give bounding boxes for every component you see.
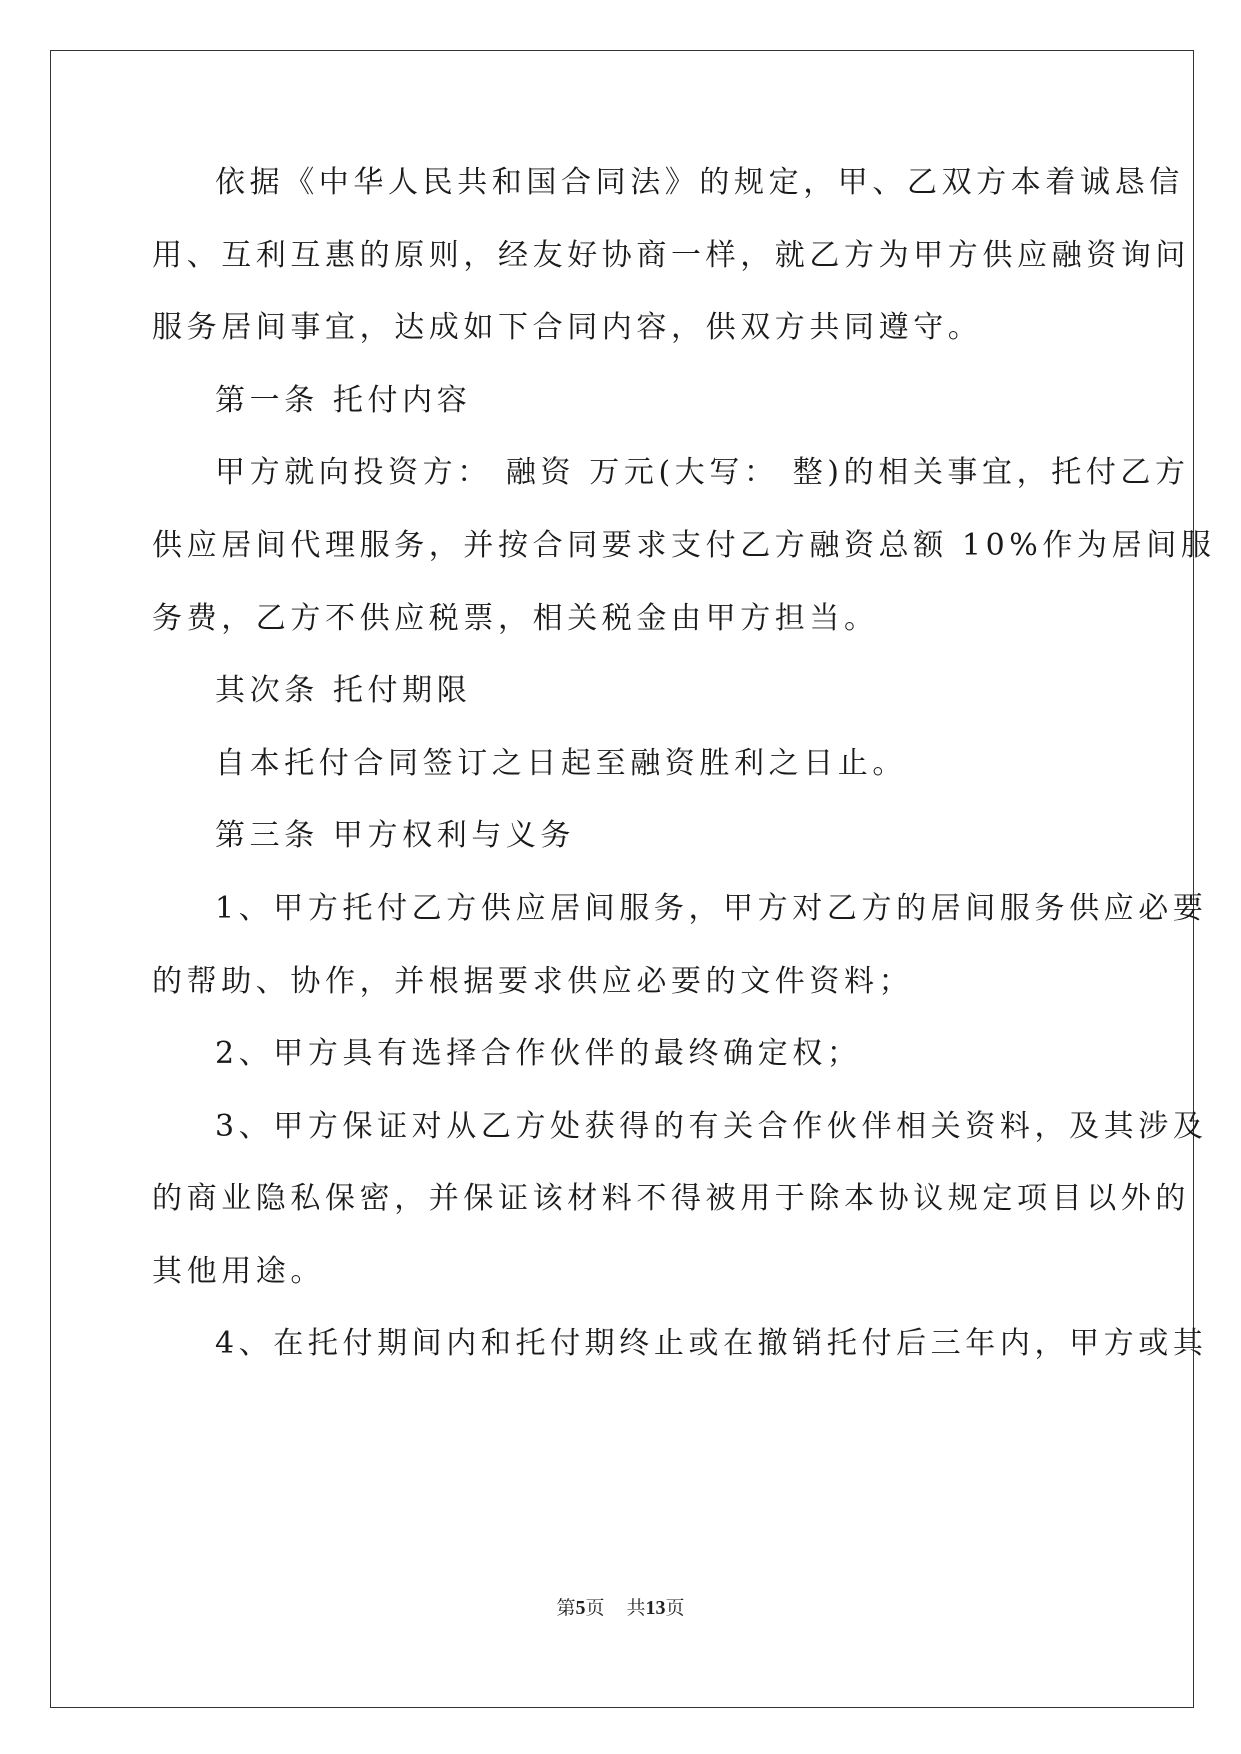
paragraph-line: 依据《中华人民共和国合同法》的规定，甲、乙双方本着诚恳信 (215, 165, 1184, 200)
paragraph-line: 务费，乙方不供应税票，相关税金由甲方担当。 (152, 601, 879, 636)
paragraph-line: 3、甲方保证对从乙方处获得的有关合作伙伴相关资料，及其涉及 (215, 1109, 1208, 1144)
paragraph-line: 的帮助、协作，并根据要求供应必要的文件资料； (152, 964, 914, 999)
paragraph-line: 服务居间事宜，达成如下合同内容，供双方共同遵守。 (152, 310, 983, 345)
total-pages: 13 (645, 1597, 666, 1619)
section-heading: 第三条 甲方权利与义务 (215, 818, 576, 853)
paragraph-line: 用、互利互惠的原则，经友好协商一样，就乙方为甲方供应融资询问 (152, 238, 1190, 273)
paragraph-line: 的商业隐私保密，并保证该材料不得被用于除本协议规定项目以外的 (152, 1181, 1190, 1216)
paragraph-line: 其他用途。 (152, 1254, 325, 1289)
section-heading: 第一条 托付内容 (215, 383, 472, 418)
paragraph-line: 4、在托付期间内和托付期终止或在撤销托付后三年内，甲方或其 (215, 1326, 1208, 1361)
total-suffix: 页 (665, 1597, 685, 1619)
section-heading: 其次条 托付期限 (215, 673, 472, 708)
paragraph-line: 1、甲方托付乙方供应居间服务，甲方对乙方的居间服务供应必要 (215, 891, 1208, 926)
page-border (50, 50, 1194, 1708)
page-suffix: 页 (585, 1597, 605, 1619)
page-footer (0, 1596, 1241, 1620)
paragraph-line: 自本托付合同签订之日起至融资胜利之日止。 (215, 746, 907, 781)
total-prefix: 共 (626, 1597, 646, 1619)
page-prefix: 第 (556, 1597, 576, 1619)
paragraph-line: 2、甲方具有选择合作伙伴的最终确定权； (215, 1036, 862, 1071)
page-number: 5 (575, 1597, 586, 1619)
paragraph-line: 供应居间代理服务，并按合同要求支付乙方融资总额 10%作为居间服 (152, 528, 1216, 563)
paragraph-line: 甲方就向投资方： 融资 万元(大写： 整)的相关事宜，托付乙方 (215, 455, 1190, 490)
